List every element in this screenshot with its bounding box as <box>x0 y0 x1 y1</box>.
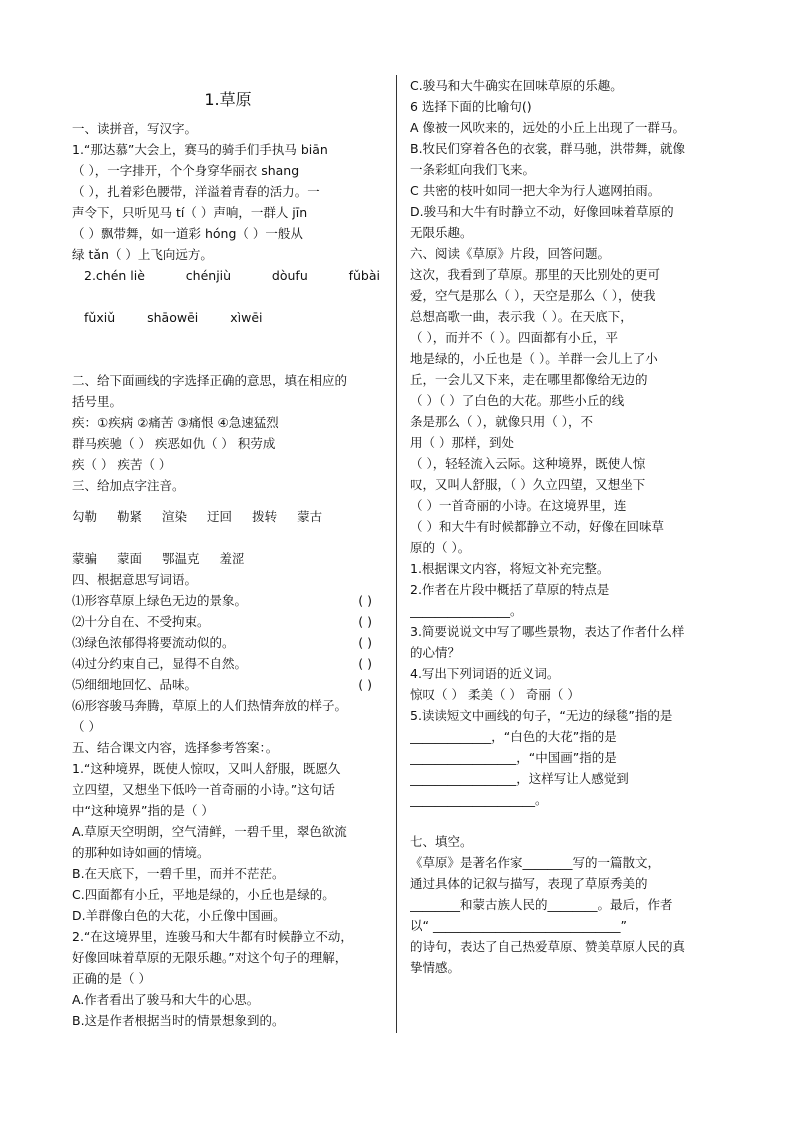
text-line: A.草原天空明朗，空气清鲜，一碧千里，翠色欲流 <box>72 824 347 839</box>
section-7-heading: 七、填空。 <box>410 834 473 849</box>
pinyin-item: shāowēi <box>147 310 199 325</box>
text-line: 的心情？ <box>410 645 461 660</box>
text-line: 好像回味着草原的无限乐趣。”对这个句子的理解， <box>72 950 348 965</box>
text-line: _________________，“中国画”指的是 <box>410 750 617 765</box>
right-column <box>410 75 722 978</box>
text-line: （ ），轻轻流入云际。这种境界，既使人惊 <box>410 456 646 471</box>
word-item: 蒙古 <box>297 509 323 524</box>
definition-item <box>72 632 384 653</box>
text-line: 用（ ）那样，到处 <box>410 435 514 450</box>
text-line: 2.“在这境界里，连骏马和大牛都有时候静立不动， <box>72 929 353 944</box>
answer-blank: （ ） <box>72 719 101 734</box>
definition-item <box>72 590 384 611</box>
section-3-heading: 三、给加点字注音。 <box>72 478 185 493</box>
text-line: A 像被一风吹来的，远处的小丘上出现了一群马。 <box>410 120 686 135</box>
text-line: 挚情感。 <box>410 960 461 975</box>
definition-text: ⑶绿色浓郁得将要流动似的。 <box>72 635 235 650</box>
text-line: 叹，又叫人舒服，（ ）久立四望，又想坐下 <box>410 477 646 492</box>
word-item: 蒙面 <box>117 551 143 566</box>
text-line: 的诗句，表达了自己热爱草原、赞美草原人民的真 <box>410 939 686 954</box>
word-item: 迂回 <box>207 509 233 524</box>
text-line: _____________，“白色的大花”指的是 <box>410 729 617 744</box>
blank-space <box>410 810 722 831</box>
definition-text: ⑸细细地回忆、品味。 <box>72 677 198 692</box>
answer-blank: ( ) <box>358 593 372 608</box>
pinyin-item: chénjiù <box>185 268 232 283</box>
text-line: 地是绿的，小丘也是（ ）。羊群一会儿上了小 <box>410 351 658 366</box>
text-line: 惊叹（ ） 柔美（ ） 奇丽（ ） <box>410 687 580 702</box>
pinyin-item: fǔbài <box>348 268 380 283</box>
text-line: （ ）一首奇丽的小诗。在这境界里，连 <box>410 498 627 513</box>
text-line: 原的（ ）。 <box>410 540 471 555</box>
text-line: B.在天底下，一碧千里，而并不茫茫。 <box>72 866 285 881</box>
definition-text: ⑹形容骏马奔腾，草原上的人们热情奔放的样子。 <box>72 698 348 713</box>
page-title: 1.草原 <box>204 90 252 109</box>
text-line: D.羊群像白色的大花，小丘像中国画。 <box>72 908 286 923</box>
text-line: 5.读读短文中画线的句子，“无边的绿毯”指的是 <box>410 708 673 723</box>
text-line: 中“这种境界”指的是（ ） <box>72 803 214 818</box>
text-line: 爱，空气是那么（ ），天空是那么（ ），使我 <box>410 288 656 303</box>
section-4-heading: 四、根据意思写词语。 <box>72 572 198 587</box>
answer-blank: ( ) <box>358 614 372 629</box>
text-line: C.四面都有小丘，平地是绿的，小丘也是绿的。 <box>72 887 335 902</box>
text-line: 群马疾驰（ ） 疾恶如仇（ ） 积劳成 <box>72 436 276 451</box>
pinyin-item: xìwēi <box>230 310 263 325</box>
text-line: ____________________。 <box>410 792 548 807</box>
text-line: 疾：①疾病 ②痛苦 ③痛恨 ④急速猛烈 <box>72 415 279 430</box>
text-line: 条是那么（ ），就像只用（ ），不 <box>410 414 593 429</box>
word-row-2 <box>72 548 384 569</box>
text-line: 3.简要说说文中写了哪些景物，表达了作者什么样 <box>410 624 685 639</box>
text-line: 2.作者在片段中概括了草原的特点是 <box>410 582 610 597</box>
answer-blank: ( ) <box>358 656 372 671</box>
left-column <box>72 75 384 1031</box>
text-line: 《草原》是著名作家________写的一篇散文， <box>410 855 661 870</box>
definition-text: ⑴形容草原上绿色无边的景象。 <box>72 593 248 608</box>
section-5-heading: 五、结合课文内容，选择参考答案：。 <box>72 740 279 755</box>
text-line: 以“ ______________________________” <box>410 918 627 933</box>
pinyin-row-2 <box>72 307 384 328</box>
text-line: 总想高歌一曲，表示我（ ）。在天底下， <box>410 309 633 324</box>
text-line: C 共密的枝叶如同一把大伞为行人遮网拍雨。 <box>410 183 661 198</box>
text-line: 6 选择下面的比喻句() <box>410 99 532 114</box>
pinyin-item: 2.chén liè <box>84 268 145 283</box>
definition-item <box>72 674 384 695</box>
text-line: C.骏马和大牛确实在回味草原的乐趣。 <box>410 78 623 93</box>
text-line: A.作者看出了骏马和大牛的心思。 <box>72 992 260 1007</box>
pinyin-item: fǔxiǔ <box>84 310 116 325</box>
section-7 <box>410 831 722 978</box>
text-line: B.这是作者根据当时的情景想象到的。 <box>72 1013 285 1028</box>
section-5 <box>72 737 384 1031</box>
text-line: 4.写出下列词语的近义词。 <box>410 666 560 681</box>
section-1-lines <box>72 139 384 265</box>
text-line: B.牧民们穿着各色的衣裳，群马驰，洪带舞，就像 <box>410 141 686 156</box>
section-1-heading: 一、读拼音，写汉字。 <box>72 121 198 136</box>
text-line: ________和蒙古族人民的________。最后，作者 <box>410 897 673 912</box>
answer-blank: ( ) <box>358 635 372 650</box>
text-line: 立四望，又想坐下低吟一首奇丽的小诗。”这句话 <box>72 782 335 797</box>
definition-item <box>72 653 384 674</box>
text-line: 1.“这种境界，既使人惊叹，又叫人舒服，既愿久 <box>72 761 341 776</box>
word-item: 羞涩 <box>219 551 245 566</box>
pinyin-item: dòufu <box>271 268 308 283</box>
blank-space <box>72 349 384 370</box>
section-5-continued <box>410 75 722 243</box>
blank-space <box>72 328 384 349</box>
text-line: 绿 tǎn（ ）上飞向远方。 <box>72 247 213 262</box>
text-line: 这次，我看到了草原。那里的天比别处的更可 <box>410 267 661 282</box>
text-line: _________________，这样写让人感觉到 <box>410 771 629 786</box>
text-line: 的那种如诗如画的情境。 <box>72 845 210 860</box>
definition-text: ⑵十分自在、不受拘束。 <box>72 614 210 629</box>
section-2-heading: 二、给下面画线的字选择正确的意思，填在相应的 <box>72 373 348 388</box>
word-item: 鄂温克 <box>162 551 200 566</box>
text-line: 1.“那达慕”大会上，赛马的骑手们手执马 biān <box>72 142 328 157</box>
text-line: 疾（ ） 疾苦（ ） <box>72 457 172 472</box>
blank-space <box>72 527 384 548</box>
text-line: ________________。 <box>410 603 523 618</box>
word-item: 蒙骗 <box>72 551 98 566</box>
text-line: （ ）（ ）了白色的大花。那些小丘的线 <box>410 393 625 408</box>
text-line: 一条彩虹向我们飞来。 <box>410 162 536 177</box>
text-line: 1.根据课文内容，将短文补充完整。 <box>410 561 610 576</box>
word-item: 渲染 <box>162 509 188 524</box>
text-line: （ ），而并不（ ）。四面都有小丘，平 <box>410 330 618 345</box>
text-line: （ ），一字排开，个个身穿华丽衣 shang <box>72 163 300 178</box>
blank-space <box>72 286 384 307</box>
text-line: 无限乐趣。 <box>410 225 473 240</box>
text-line: 丘，一会儿又下来，走在哪里都像给无边的 <box>410 372 648 387</box>
text-line: 声令下，只听见马 tí（ ）声响，一群人 jīn <box>72 205 308 220</box>
text-line: （ ）飘带舞，如一道彩 hóng（ ）一般从 <box>72 226 303 241</box>
text-line: （ ），扎着彩色腰带，洋溢着青春的活力。一 <box>72 184 320 199</box>
section-6 <box>410 243 722 810</box>
definition-text: ⑷过分约束自己，显得不自然。 <box>72 656 248 671</box>
text-line: 通过具体的记叙与描写，表现了草原秀美的 <box>410 876 648 891</box>
word-item: 勾勒 <box>72 509 98 524</box>
word-row-1 <box>72 506 384 527</box>
text-line: （ ）和大牛有时候都静立不动，好像在回味草 <box>410 519 664 534</box>
section-2 <box>72 370 384 475</box>
text-line: 正确的是（ ） <box>72 971 151 986</box>
definition-item <box>72 611 384 632</box>
word-item: 拨转 <box>252 509 278 524</box>
pinyin-row-1 <box>72 265 384 286</box>
text-line: D.骏马和大牛有时静立不动，好像回味着草原的 <box>410 204 674 219</box>
section-6-heading: 六、阅读《草原》片段，回答问题。 <box>410 246 611 261</box>
column-divider <box>396 75 397 1033</box>
text-line: 括号里。 <box>72 394 123 409</box>
blank-space <box>72 496 384 506</box>
answer-blank: ( ) <box>358 677 372 692</box>
word-item: 勒紧 <box>117 509 143 524</box>
